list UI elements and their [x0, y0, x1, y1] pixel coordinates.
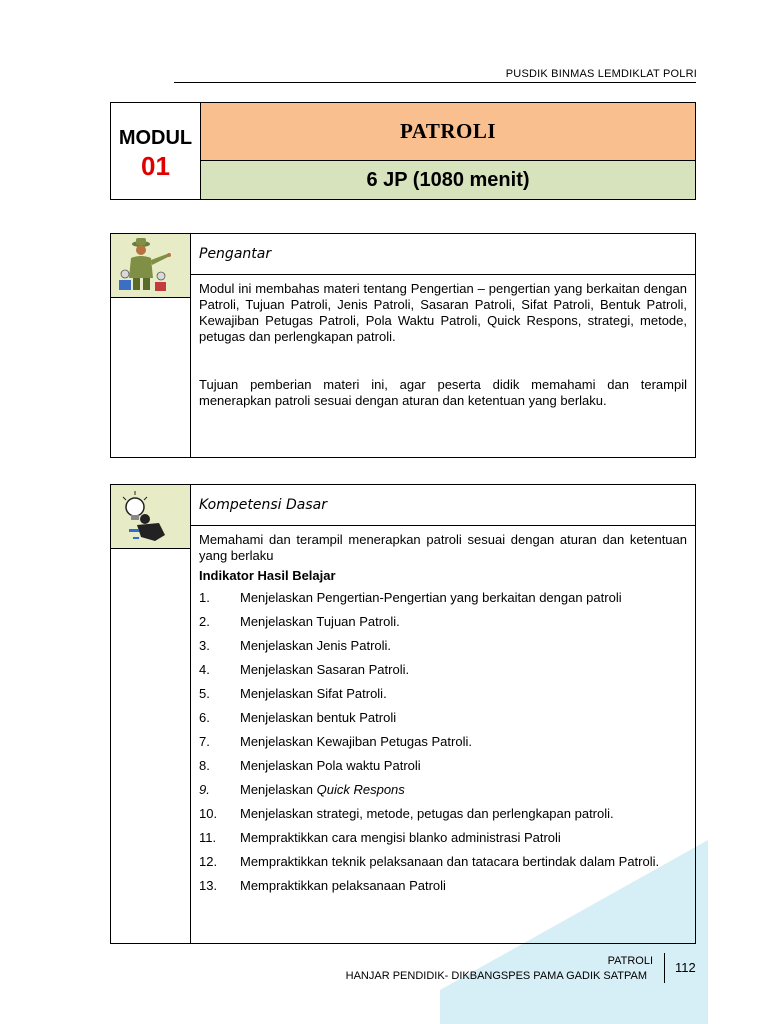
header-rule [174, 82, 696, 83]
kompetensi-icon-cell [111, 485, 190, 549]
indikator-list [199, 590, 687, 894]
pengantar-heading: Pengantar [191, 234, 695, 275]
kompetensi-content [199, 532, 687, 902]
kompetensi-intro: Memahami dan terampil menerapkan patroli sesuai dengan aturan dan ketentuan yang berlaku [199, 532, 687, 563]
list-item: 6. Menjelaskan bentuk Patroli [199, 710, 397, 725]
list-item: 10. Menjelaskan strategi, metode, petugas dan perlengkapan patroli. [199, 806, 614, 821]
list-item: 4. Menjelaskan Sasaran Patroli. [199, 662, 410, 677]
list-item: 13. Mempraktikkan pelaksanaan Patroli [199, 878, 446, 893]
footer-title: PATROLI [607, 955, 653, 967]
module-title: PATROLI [201, 103, 695, 161]
footer-divider [664, 953, 665, 983]
presenter-clipart-icon [111, 234, 190, 297]
indikator-title: Indikator Hasil Belajar [199, 568, 336, 583]
modul-number: 01 [141, 151, 170, 181]
modul-label: MODUL [118, 127, 193, 149]
list-item: 12. Mempraktikkan teknik pelaksanaan dan tatacara bertindak dalam Patroli. [199, 854, 660, 869]
pengantar-content [199, 281, 687, 409]
kompetensi-side-column [111, 485, 191, 943]
pengantar-paragraph-1: Modul ini membahas materi tentang Pengertian – pengertian yang berkaitan dengan Patroli, Tujuan Patroli, Jenis Patroli, Sasaran Patroli, Sifat Patroli, Bentuk Patroli, Kewajiban Petugas Patroli, Pola Waktu Patroli, Quick Respons, strategi, metode, petugas dan perlengkapan patroli. [199, 281, 687, 344]
list-item: 1. Menjelaskan Pengertian-Pengertian yang berkaitan dengan patroli [199, 590, 622, 605]
footer-subtitle: HANJAR PENDIDIK- DIKBANGSPES PAMA GADIK SATPAM [345, 970, 647, 982]
pengantar-icon-cell [111, 234, 190, 298]
header-institution: PUSDIK BINMAS LEMDIKLAT POLRI [505, 68, 697, 80]
module-title-block [110, 102, 696, 200]
list-item: 11. Mempraktikkan cara mengisi blanko administrasi Patroli [199, 830, 561, 845]
modul-cell [111, 103, 201, 199]
pengantar-section [110, 233, 696, 458]
list-item: 8. Menjelaskan Pola waktu Patroli [199, 758, 421, 773]
list-item: 2. Menjelaskan Tujuan Patroli. [199, 614, 400, 629]
module-duration: 6 JP (1080 menit) [201, 161, 695, 199]
page-number: 112 [675, 960, 696, 975]
list-item: 5. Menjelaskan Sifat Patroli. [199, 686, 387, 701]
list-item: 9. Menjelaskan Quick Respons [199, 782, 405, 797]
kompetensi-section [110, 484, 696, 944]
list-item: 3. Menjelaskan Jenis Patroli. [199, 638, 392, 653]
kompetensi-heading: Kompetensi Dasar [191, 485, 695, 526]
list-item: 7. Menjelaskan Kewajiban Petugas Patroli. [199, 734, 472, 749]
pengantar-paragraph-2: Tujuan pemberian materi ini, agar peserta didik memahami dan terampil menerapkan patroli sesuai dengan aturan dan ketentuan yang berlaku. [199, 377, 687, 408]
lightbulb-thinker-clipart-icon [111, 485, 190, 548]
